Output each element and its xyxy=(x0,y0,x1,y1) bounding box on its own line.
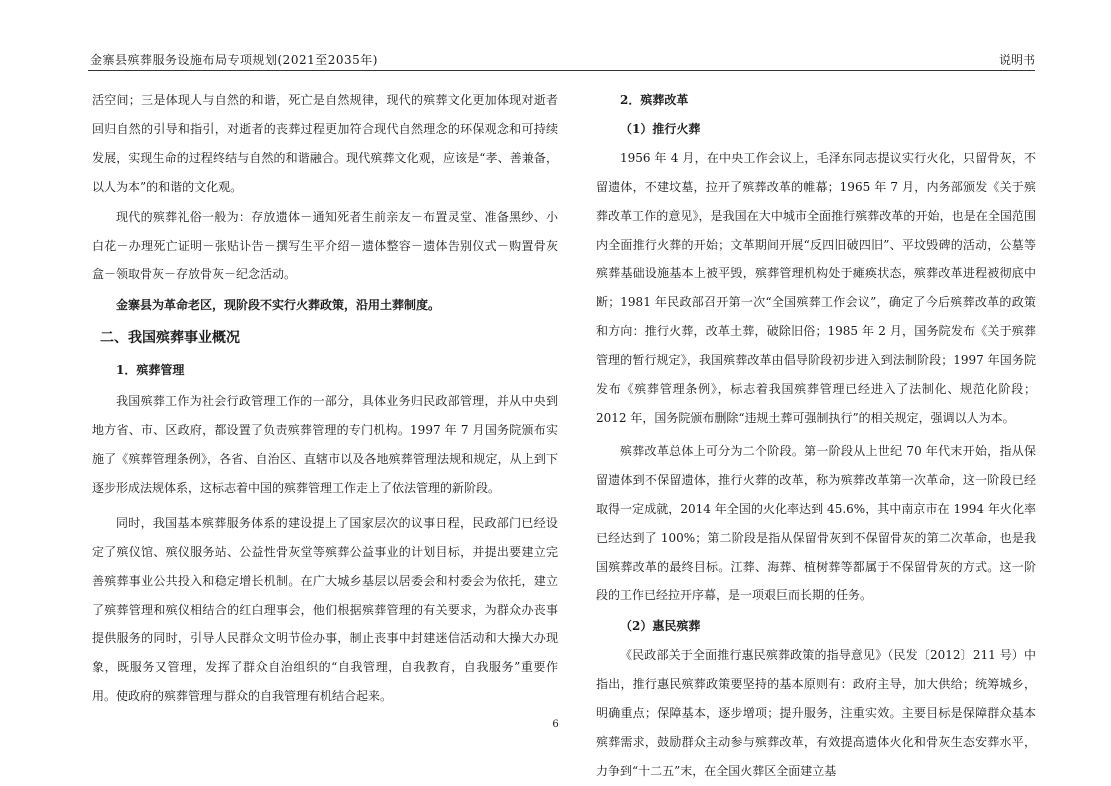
paragraph: 我国殡葬工作为社会行政管理工作的一部分，具体业务归民政部管理，并从中央到地方省、市、区政府，都设置了负责殡葬管理的专门机构。1997 年 7 月国务院颁布实施了《殡葬管理条例》，各省、自治区、直辖市以及各地殡葬管理法规和规定，从上到下逐步形成法规体系，这标志着中国的殡葬管理工作走上了依法管理的新阶段。 xyxy=(92,394,558,495)
left-column xyxy=(92,86,558,711)
right-column xyxy=(596,86,1036,786)
paragraph: 同时，我国基本殡葬服务体系的建设提上了国家层次的议事日程，民政部门已经设定了殡仪馆、殡仪服务站、公益性骨灰堂等殡葬公益事业的计划目标，并提出要建立完善殡葬事业公共投入和稳定增长机制。在广大城乡基层以居委会和村委会为依托，建立了殡葬管理和殡仪相结合的红白理事会，他们根据殡葬管理的有关要求，为群众办丧事提供服务的同时，引导人民群众文明节俭办事，制止丧事中封建迷信活动和大操大办现象，既服务又管理，发挥了群众自治组织的“自我管理，自我教育，自我服务”重要作用。使政府的殡葬管理与群众的自我管理有机结合起来。 xyxy=(92,515,558,704)
paragraph: 《民政部关于全面推行惠民殡葬政策的指导意见》（民发〔2012〕211 号）中指出，推行惠民殡葬政策要坚持的基本原则有：政府主导，加大供给；统筹城乡，明确重点；保障基本，逐步增项；提升服务，注重实效。主要目标是保障群众基本殡葬需求，鼓励群众主动参与殡葬改革，有效提高遗体火化和骨灰生态安葬水平，力争到“十二五”末，在全国火葬区全面建立基 xyxy=(596,648,1036,778)
sub-subsection-heading: （1）推行火葬 xyxy=(620,121,701,136)
page-number: 6 xyxy=(552,719,559,730)
paragraph: 活空间；三是体现人与自然的和谐，死亡是自然规律，现代的殡葬文化更加体现对逝者回归自然的引导和指引，对逝者的丧葬过程更加符合现代自然理念的环保观念和可持续发展，实现生命的过程终结与自然的和谐融合。现代殡葬文化观，应该是“孝、善兼备，以人为本”的和谐的文化观。 xyxy=(92,93,558,194)
document-type: 说明书 xyxy=(998,53,1035,67)
sub-subsection-heading: （2）惠民殡葬 xyxy=(620,619,701,634)
document-title: 金寨县殡葬服务设施布局专项规划(2021至2035年) xyxy=(90,53,378,67)
paragraph: 1956 年 4 月，在中央工作会议上，毛泽东同志提议实行火化，只留骨灰，不留遗体，不建坟墓，拉开了殡葬改革的帷幕；1965 年 7 月，内务部颁发《关于殡葬改革工作的意见》，是我国在大中城市全面推行殡葬改革的开始，也是在全国范围内全面推行火葬的开始；文革期间开展“反四旧破四旧”、平坟毁碑的活动，公墓等殡葬基础设施基本上被平毁，殡葬管理机构处于瘫痪状态，殡葬改革进程被彻底中断；1981 年民政部召开第一次“全国殡葬工作会议”，确定了今后殡葬改革的政策和方向：推行火葬，改革土葬，破除旧俗；1985 年 2 月，国务院发布《关于殡葬管理的暂行规定》，我国殡葬改革由倡导阶段初步进入到法制阶段；1997 年国务院发布《殡葬管理条例》，标志着我国殡葬管理已经进入了法制化、规范化阶段；2012 年，国务院颁布删除“违规土葬可强制执行”的相关规定，强调以人为本。 xyxy=(596,150,1036,425)
section-heading: 二、我国殡葬事业概况 xyxy=(100,330,240,347)
page-header xyxy=(88,48,1035,71)
subsection-heading: 1．殡葬管理 xyxy=(116,363,185,378)
subsection-heading: 2．殡葬改革 xyxy=(620,93,689,107)
bold-statement: 金寨县为革命老区，现阶段不实行火葬政策，沿用土葬制度。 xyxy=(116,298,441,313)
paragraph: 殡葬改革总体上可分为二个阶段。第一阶段从上世纪 70 年代末开始，指从保留遗体到不保留遗体，推行火葬的改革，称为殡葬改革第一次革命，这一阶段已经取得一定成就，2014 年全国的火化率达到 45.6%，其中南京市在 1994 年火化率已经达到了 100%；第二阶段是指从保留骨灰到不保留骨灰的第二次革命，也是我国殡葬改革的最终目标。江葬、海葬、植树葬等都属于不保留骨灰的方式。这一阶段的工作已经拉开序幕，是一项艰巨而长期的任务。 xyxy=(596,443,1036,603)
paragraph: 现代的殡葬礼俗一般为：存放遗体－通知死者生前亲友－布置灵堂、准备黑纱、小白花－办理死亡证明－张贴讣告－撰写生平介绍－遗体整容－遗体告别仪式－购置骨灰盒－领取骨灰－存放骨灰－纪念活动。 xyxy=(92,209,558,282)
